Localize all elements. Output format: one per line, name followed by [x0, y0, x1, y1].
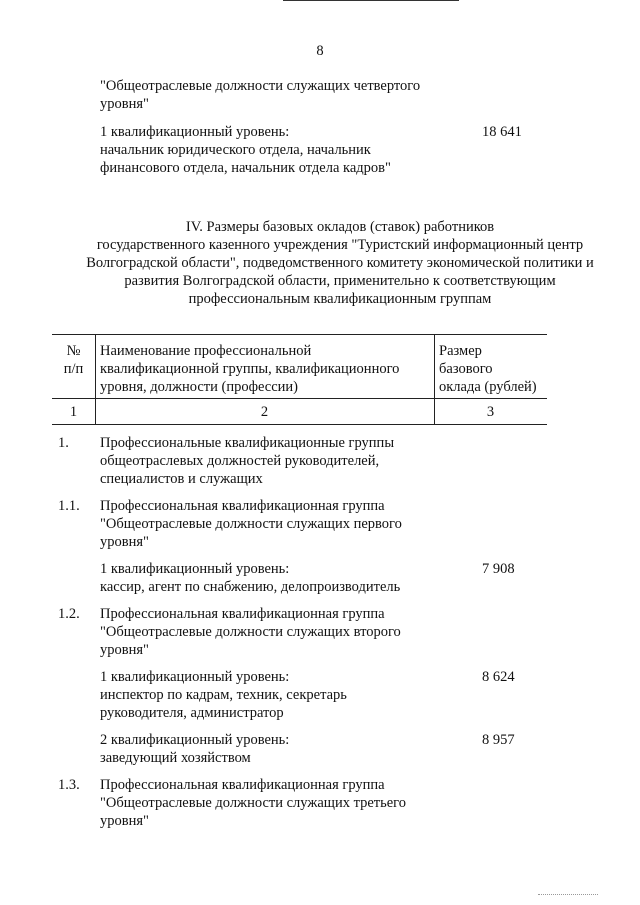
- row-text-line: "Общеотраслевые должности служащих третьего: [100, 795, 407, 811]
- section-heading-line: государственного казенного учреждения "Туристский информационный центр: [96, 237, 584, 253]
- header-salary-column: [439, 342, 537, 396]
- table-row: [100, 776, 406, 830]
- row-number: 1.1.: [58, 498, 80, 514]
- table-row: [100, 605, 401, 659]
- top-level-line: начальник юридического отдела, начальник: [100, 142, 371, 158]
- row-text-line: Профессиональная квалификационная группа: [100, 606, 385, 622]
- header-cell-line: Размер: [439, 343, 482, 359]
- row-text-line: кассир, агент по снабжению, делопроизводитель: [100, 579, 401, 595]
- top-group-line: уровня": [100, 96, 149, 112]
- table-row: [100, 497, 402, 551]
- row-amount: 7 908: [482, 561, 515, 577]
- section-heading-line: профессиональным квалификационным группам: [188, 291, 492, 307]
- scan-edge-mark: [538, 894, 598, 895]
- table-rule-bottom: [52, 424, 547, 425]
- header-cell-line: Наименование профессиональной: [100, 343, 312, 359]
- top-amount: 18 641: [482, 124, 522, 140]
- table-row: [100, 434, 394, 488]
- header-cell-line: квалификационной группы, квалификационного: [100, 361, 400, 377]
- section-heading-line: развития Волгоградской области, применительно к соответствующим: [124, 273, 556, 289]
- header-name-column: [100, 342, 399, 396]
- column-index-3: 3: [486, 404, 495, 420]
- top-group-title: [100, 77, 420, 113]
- header-cell-line: уровня, должности (профессии): [100, 379, 298, 395]
- row-text-line: Профессиональная квалификационная группа: [100, 777, 385, 793]
- header-cell-line: базового: [439, 361, 493, 377]
- row-text-line: 1 квалификационный уровень:: [100, 669, 290, 685]
- row-number: 1.2.: [58, 606, 80, 622]
- column-index-1: 1: [69, 404, 78, 420]
- page-number: 8: [316, 43, 324, 59]
- row-text-line: специалистов и служащих: [100, 471, 263, 487]
- header-number-column: [52, 342, 95, 378]
- row-amount: 8 624: [482, 669, 515, 685]
- section-heading: [60, 218, 620, 308]
- top-level-description: [100, 123, 391, 177]
- row-text-line: "Общеотраслевые должности служащих второго: [100, 624, 401, 640]
- row-text-line: руководителя, администратор: [100, 705, 284, 721]
- table-row: [100, 560, 400, 596]
- row-text-line: уровня": [100, 813, 149, 829]
- row-text-line: уровня": [100, 642, 149, 658]
- row-text-line: Профессиональные квалификационные группы: [100, 435, 395, 451]
- row-number: 1.: [58, 435, 69, 451]
- section-heading-line: IV. Размеры базовых окладов (ставок) работников: [185, 219, 495, 235]
- table-rule-middle: [52, 398, 547, 399]
- row-text-line: Профессиональная квалификационная группа: [100, 498, 385, 514]
- row-text-line: общеотраслевых должностей руководителей,: [100, 453, 380, 469]
- top-group-line: "Общеотраслевые должности служащих четвертого: [100, 78, 421, 94]
- top-level-line: финансового отдела, начальник отдела кадров": [100, 160, 391, 176]
- row-text-line: заведующий хозяйством: [100, 750, 251, 766]
- column-index-2: 2: [260, 404, 269, 420]
- row-text-line: 1 квалификационный уровень:: [100, 561, 290, 577]
- section-heading-line: Волгоградской области", подведомственного комитету экономической политики и: [86, 255, 594, 271]
- table-row: [100, 668, 347, 722]
- header-cell-line: оклада (рублей): [439, 379, 537, 395]
- row-text-line: уровня": [100, 534, 149, 550]
- row-text-line: 2 квалификационный уровень:: [100, 732, 290, 748]
- row-amount: 8 957: [482, 732, 515, 748]
- top-edge-rule: [283, 0, 459, 1]
- table-rule-top: [52, 334, 547, 335]
- header-cell-line: п/п: [63, 361, 84, 377]
- table-row: [100, 731, 289, 767]
- top-level-line: 1 квалификационный уровень:: [100, 124, 290, 140]
- header-cell-line: №: [66, 343, 81, 359]
- row-number: 1.3.: [58, 777, 80, 793]
- row-text-line: инспектор по кадрам, техник, секретарь: [100, 687, 347, 703]
- row-text-line: "Общеотраслевые должности служащих первого: [100, 516, 402, 532]
